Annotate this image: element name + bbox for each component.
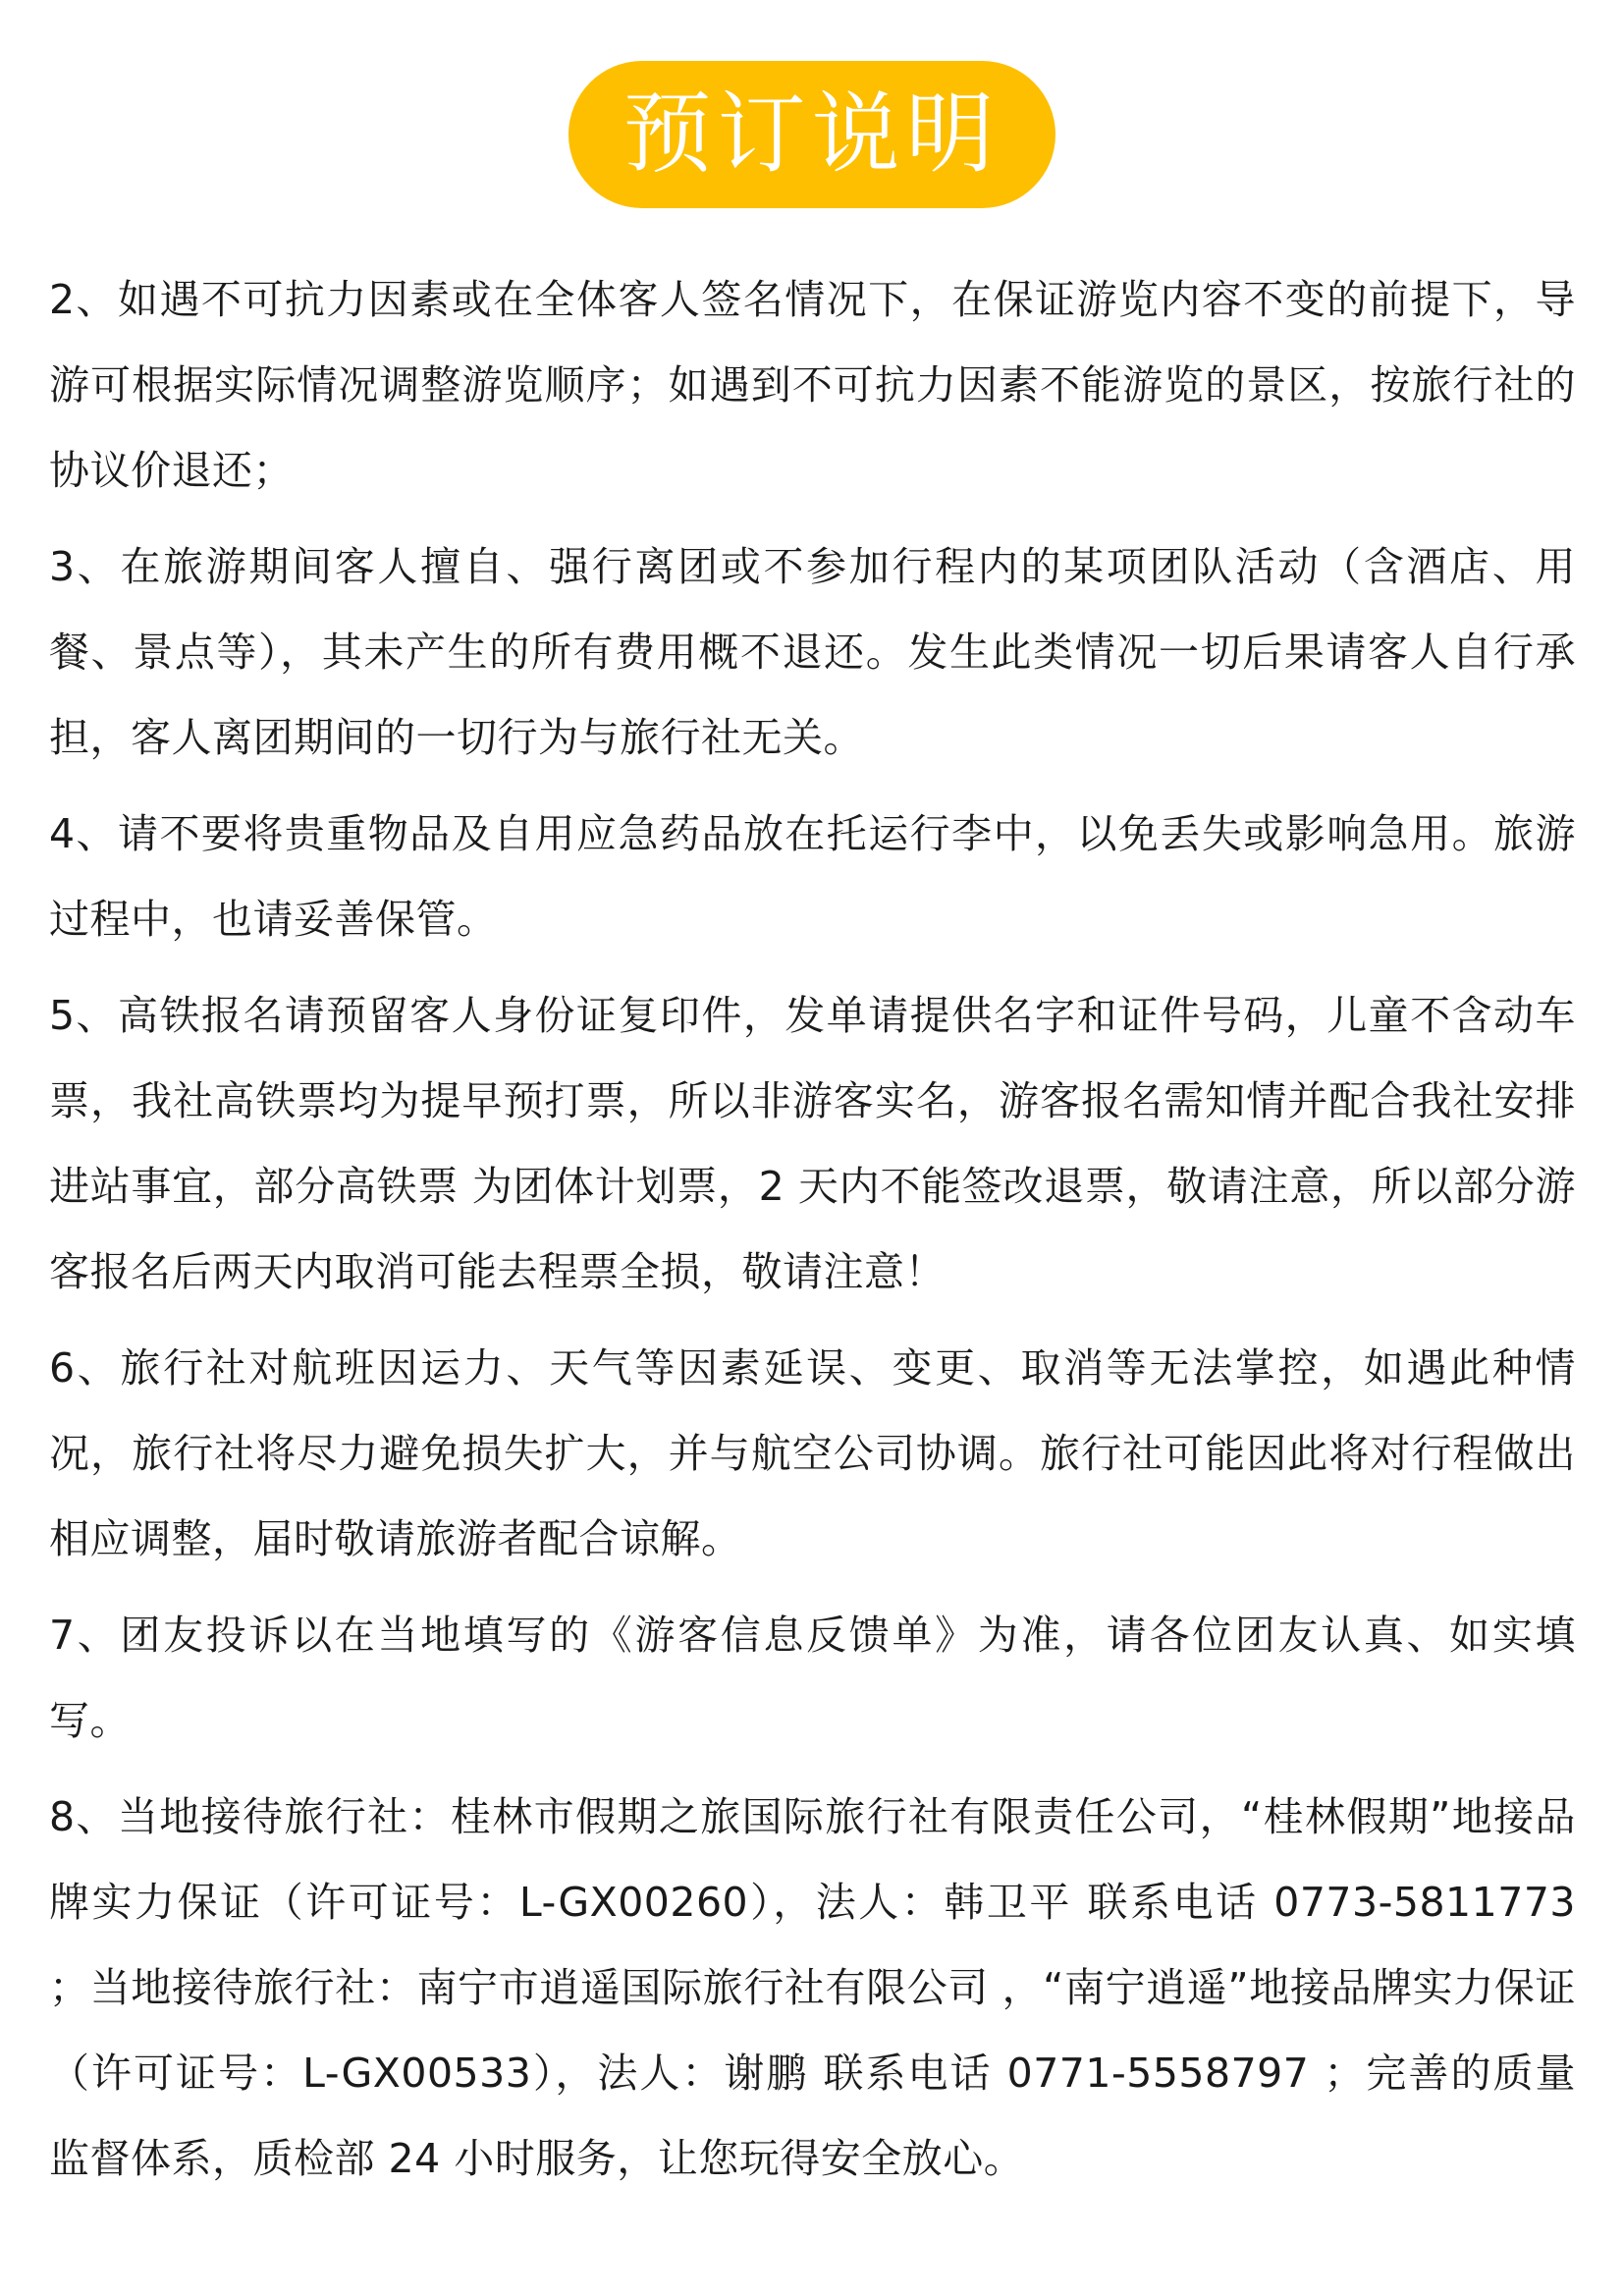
title-badge xyxy=(568,61,1055,208)
header xyxy=(0,61,1623,208)
note-item-4: 4、请不要将贵重物品及自用应急药品放在托运行李中，以免丢失或影响急用。旅游过程中，也请妥善保管。 xyxy=(49,810,1576,943)
booking-notes xyxy=(49,257,1576,2213)
note-item-3: 3、在旅游期间客人擅自、强行离团或不参加行程内的某项团队活动（含酒店、用餐、景点等），其未产生的所有费用概不退还。发生此类情况一切后果请客人自行承担，客人离团期间的一切行为与旅行社无关。 xyxy=(49,543,1576,761)
note-item-8: 8、当地接待旅行社：桂林市假期之旅国际旅行社有限责任公司，“桂林假期”地接品牌实力保证（许可证号：L-GX00260），法人：韩卫平 联系电话 0773-5811773 ；当地接待旅行社：南宁市逍遥国际旅行社有限公司 ，“南宁逍遥”地接品牌实力保证（许可证号：L-GX00533），法人：谢鹏 联系电话 0771-5558797 ；完善的质量监督体系，质检部 24 小时服务，让您玩得安全放心。 xyxy=(49,1793,1576,2182)
page-title: 预订说明 xyxy=(622,82,1001,186)
note-item-5: 5、高铁报名请预留客人身份证复印件，发单请提供名字和证件号码，儿童不含动车票，我社高铁票均为提早预打票，所以非游客实名，游客报名需知情并配合我社安排进站事宜，部分高铁票 为团体计划票，2 天内不能签改退票，敬请注意，所以部分游客报名后两天内取消可能去程票全损，敬请注意！ xyxy=(49,992,1576,1295)
note-item-7: 7、团友投诉以在当地填写的《游客信息反馈单》为准，请各位团友认真、如实填写。 xyxy=(49,1612,1576,1744)
note-item-2: 2、如遇不可抗力因素或在全体客人签名情况下，在保证游览内容不变的前提下，导游可根据实际情况调整游览顺序；如遇到不可抗力因素不能游览的景区，按旅行社的协议价退还； xyxy=(49,276,1576,494)
note-item-6: 6、旅行社对航班因运力、天气等因素延误、变更、取消等无法掌控，如遇此种情况，旅行社将尽力避免损失扩大，并与航空公司协调。旅行社可能因此将对行程做出相应调整，届时敬请旅游者配合谅解。 xyxy=(49,1344,1576,1562)
